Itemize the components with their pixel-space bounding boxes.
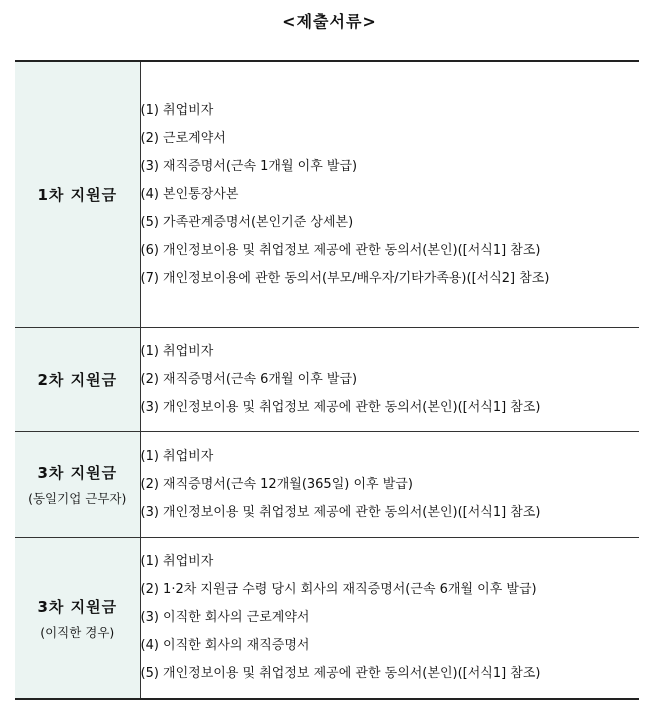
list-item: (4) 이직한 회사의 재직증명서	[140, 638, 310, 653]
list-item: (1) 취업비자	[140, 448, 214, 464]
subsidy-name: 3차 지원금	[37, 597, 118, 616]
table-row-3rd-subsidy-job-change	[15, 538, 639, 700]
list-item: (7) 개인정보이용에 관한 동의서(부모/배우자/기타가족용)([서식2] 참조)	[140, 270, 550, 286]
list-item: (1) 취업비자	[140, 102, 214, 118]
table-row-2nd-subsidy	[15, 328, 639, 432]
list-item: (1) 취업비자	[140, 343, 214, 359]
list-item: (3) 개인정보이용 및 취업정보 제공에 관한 동의서(본인)([서식1] 참조)	[140, 399, 541, 415]
document-list	[141, 548, 640, 688]
subsidy-name: 2차 지원금	[37, 371, 118, 389]
documents-cell	[140, 432, 639, 538]
list-item: (3) 이직한 회사의 근로계약서	[140, 610, 310, 625]
required-documents-table	[15, 60, 639, 700]
list-item: (5) 가족관계증명서(본인기준 상세본)	[140, 214, 354, 230]
row-label-cell	[15, 328, 140, 432]
subsidy-name: 1차 지원금	[37, 186, 118, 204]
documents-cell	[140, 538, 639, 700]
row-label-cell	[15, 538, 140, 700]
list-item: (4) 본인통장사본	[140, 186, 239, 202]
subsidy-name: 3차 지원금	[37, 464, 118, 482]
row-label-cell	[15, 61, 140, 328]
subsidy-note: (이직한 경우)	[40, 624, 115, 640]
document-list	[141, 338, 640, 422]
list-item: (2) 재직증명서(근속 6개월 이후 발급)	[140, 371, 358, 387]
list-item: (2) 재직증명서(근속 12개월(365일) 이후 발급)	[140, 476, 413, 492]
row-label-cell	[15, 432, 140, 538]
list-item: (3) 재직증명서(근속 1개월 이후 발급)	[140, 158, 358, 174]
document-list	[141, 97, 640, 293]
list-item: (6) 개인정보이용 및 취업정보 제공에 관한 동의서(본인)([서식1] 참조)	[140, 242, 541, 258]
list-item: (3) 개인정보이용 및 취업정보 제공에 관한 동의서(본인)([서식1] 참조)	[140, 504, 541, 520]
document-title: <제출서류>	[282, 12, 377, 31]
list-item: (5) 개인정보이용 및 취업정보 제공에 관한 동의서(본인)([서식1] 참조)	[140, 666, 541, 681]
list-item: (2) 1·2차 지원금 수령 당시 회사의 재직증명서(근속 6개월 이후 발급)	[140, 582, 537, 597]
documents-cell	[140, 61, 639, 328]
document-list	[141, 443, 640, 527]
documents-cell	[140, 328, 639, 432]
table-row-3rd-subsidy-same-company	[15, 432, 639, 538]
table-row-1st-subsidy	[15, 61, 639, 328]
list-item: (1) 취업비자	[140, 554, 214, 569]
list-item: (2) 근로계약서	[140, 130, 226, 146]
subsidy-note: (동일기업 근무자)	[28, 491, 127, 506]
